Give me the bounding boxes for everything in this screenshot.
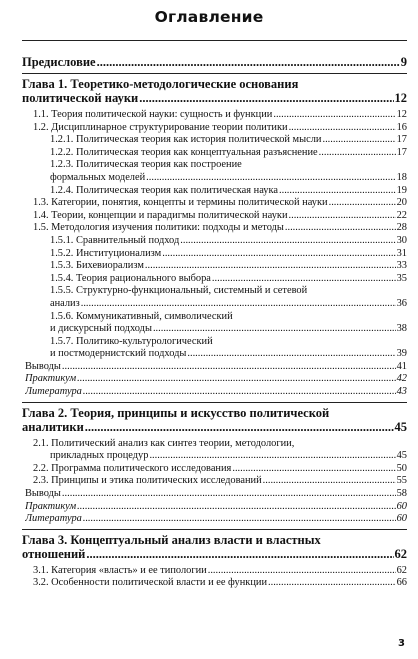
leader-dots xyxy=(77,501,395,514)
leader-dots xyxy=(187,348,395,361)
entry-title: 3.1. Категория «власть» и ее типологии xyxy=(33,564,207,576)
entry-page: 58 xyxy=(396,488,407,500)
chapter-title-end xyxy=(22,91,407,105)
entry-page: 9 xyxy=(400,55,407,69)
toc-chapter-3[interactable] xyxy=(0,533,418,561)
toc-entry-1-5-7[interactable] xyxy=(0,336,418,361)
leader-dots xyxy=(279,185,396,198)
toc-entry-1-2[interactable] xyxy=(33,122,407,135)
leader-dots xyxy=(329,197,396,210)
entry-title: 1.2.4. Политическая теория как политическая наука xyxy=(50,184,278,196)
toc-entry-1-5-4[interactable] xyxy=(50,273,407,286)
leader-dots xyxy=(289,210,396,223)
entry-page: 20 xyxy=(396,197,407,209)
entry-title: 2.3. Принципы и этика политических исследований xyxy=(33,475,262,487)
entry-page: 42 xyxy=(396,373,407,385)
entry-title: Выводы xyxy=(25,360,61,372)
entry-title: Предисловие xyxy=(22,55,96,69)
entry-title: 1.5. Методология изучения политики: подходы и методы xyxy=(33,222,284,234)
leader-dots xyxy=(285,222,396,235)
entry-title: Литература xyxy=(25,386,82,398)
entry-page: 22 xyxy=(396,209,407,221)
entry-page: 36 xyxy=(396,297,407,309)
entry-page: 33 xyxy=(396,260,407,272)
entry-title: Практикум xyxy=(25,373,77,385)
toc-entry-3-1[interactable] xyxy=(33,565,407,578)
entry-title: 2.2. Программа политического исследования xyxy=(33,462,232,474)
toc-entry-preface[interactable] xyxy=(22,55,407,69)
entry-title: Литература xyxy=(25,513,82,525)
entry-title-end xyxy=(50,348,407,361)
leader-dots xyxy=(212,273,396,286)
leader-dots xyxy=(77,373,395,386)
entry-page: 66 xyxy=(396,577,407,589)
leader-dots xyxy=(273,109,395,122)
toc-entry-1-2-3[interactable] xyxy=(0,159,418,184)
entry-title: анализ xyxy=(50,297,80,309)
leader-dots xyxy=(83,386,396,399)
entry-page: 19 xyxy=(396,184,407,196)
chapter-title-line: Глава 3. Концептуальный анализ власти и властных xyxy=(22,532,321,547)
entry-title-end xyxy=(50,323,407,336)
toc-entry-ch2-conclusions[interactable] xyxy=(25,488,407,501)
entry-page: 55 xyxy=(396,475,407,487)
entry-page: 50 xyxy=(396,462,407,474)
entry-title: и дискурсный подходы xyxy=(50,323,152,335)
entry-title-end xyxy=(50,298,407,311)
entry-page: 31 xyxy=(396,247,407,259)
chapter-divider xyxy=(22,529,407,530)
title-rule xyxy=(22,40,407,41)
leader-dots xyxy=(97,55,400,69)
entry-title-end xyxy=(50,450,407,463)
toc-entry-1-5-3[interactable] xyxy=(50,260,407,273)
entry-title: политической науки xyxy=(22,91,139,105)
entry-page: 12 xyxy=(394,91,407,105)
leader-dots xyxy=(146,172,395,185)
leader-dots xyxy=(208,565,396,578)
entry-page: 60 xyxy=(396,500,407,512)
leader-dots xyxy=(62,361,396,374)
entry-page: 28 xyxy=(396,222,407,234)
entry-title: 1.2.1. Политическая теория как история политической мысли xyxy=(50,134,322,146)
entry-page: 17 xyxy=(396,146,407,158)
entry-title-end xyxy=(50,172,407,185)
entry-title: 1.5.4. Теория рационального выбора xyxy=(50,272,211,284)
leader-dots xyxy=(162,248,395,261)
entry-page: 17 xyxy=(396,134,407,146)
toc-entry-1-5[interactable] xyxy=(33,222,407,235)
page-title: Оглавление xyxy=(154,8,264,26)
leader-dots xyxy=(81,298,396,311)
toc-chapter-1[interactable] xyxy=(0,77,418,105)
leader-dots xyxy=(85,420,394,434)
toc-entry-1-5-2[interactable] xyxy=(50,248,407,261)
toc-entry-1-2-1[interactable] xyxy=(50,134,407,147)
entry-title-line: 2.1. Политический анализ как синтез теории, методологии, xyxy=(33,437,295,449)
entry-page: 62 xyxy=(396,564,407,576)
chapter-divider xyxy=(22,402,407,403)
toc-entry-ch2-literature[interactable] xyxy=(25,513,407,526)
entry-page: 16 xyxy=(396,121,407,133)
entry-title: прикладных процедур xyxy=(50,450,149,462)
entry-title: Практикум xyxy=(25,500,77,512)
chapter-title-line: Глава 1. Теоретико-методологические основания xyxy=(22,77,299,91)
toc-entry-3-2[interactable] xyxy=(33,577,407,590)
entry-title: 1.4. Теории, концепции и парадигмы политической науки xyxy=(33,209,288,221)
entry-title: 1.2.2. Политическая теория как концептуальная разъяснение xyxy=(50,146,318,158)
leader-dots xyxy=(180,235,395,248)
entry-page: 43 xyxy=(396,386,407,398)
entry-page: 45 xyxy=(394,419,407,434)
leader-dots xyxy=(289,122,396,135)
toc-entry-2-1[interactable] xyxy=(0,438,418,463)
leader-dots xyxy=(83,513,396,526)
toc-entry-1-5-5[interactable] xyxy=(0,285,418,310)
entry-title: Выводы xyxy=(25,488,61,500)
entry-title-line: 1.5.7. Политико-культурологический xyxy=(50,335,213,347)
toc-entry-1-5-6[interactable] xyxy=(0,311,418,336)
entry-page: 38 xyxy=(396,323,407,335)
toc-entry-1-5-1[interactable] xyxy=(50,235,407,248)
toc-entry-ch1-practicum[interactable] xyxy=(25,373,407,386)
leader-dots xyxy=(322,134,395,147)
leader-dots xyxy=(268,577,396,590)
leader-dots xyxy=(153,323,396,336)
entry-title: 1.1. Теория политической науки: сущность и функции xyxy=(33,109,273,120)
entry-title-line: 1.5.6. Коммуникативный, символический xyxy=(50,310,233,322)
entry-title: формальных моделей xyxy=(50,171,146,183)
entry-title: отношений xyxy=(22,546,86,561)
toc-entry-ch1-conclusions[interactable] xyxy=(25,361,407,374)
toc-entry-1-1[interactable] xyxy=(33,109,407,122)
toc-entry-ch1-literature[interactable] xyxy=(25,386,407,399)
toc-entry-2-3[interactable] xyxy=(33,475,407,488)
entry-title: и постмодернистский подходы xyxy=(50,348,187,360)
entry-title: 1.3. Категории, понятия, концепты и термины политической науки xyxy=(33,197,328,209)
entry-page: 62 xyxy=(394,546,407,561)
entry-page: 45 xyxy=(396,450,407,462)
leader-dots xyxy=(145,260,396,273)
entry-page: 30 xyxy=(396,234,407,246)
entry-title-line: 1.5.5. Структурно-функциональный, системный и сетевой xyxy=(50,285,308,297)
entry-page: 39 xyxy=(396,348,407,360)
page-number: 3 xyxy=(398,638,405,649)
entry-title: 1.5.1. Сравнительный подход xyxy=(50,234,180,246)
leader-dots xyxy=(232,463,395,476)
leader-dots xyxy=(139,91,393,105)
entry-title: 1.5.2. Институционализм xyxy=(50,247,162,259)
entry-title: 1.2. Дисциплинарное структурирование теории политики xyxy=(33,121,288,133)
entry-page: 60 xyxy=(396,513,407,525)
entry-title-line: 1.2.3. Политическая теория как построение xyxy=(50,159,242,171)
chapter-title-line: Глава 2. Теория, принципы и искусство политической xyxy=(22,405,330,420)
entry-page: 41 xyxy=(396,360,407,372)
toc-chapter-2[interactable] xyxy=(0,406,418,434)
entry-page: 35 xyxy=(396,272,407,284)
leader-dots xyxy=(319,147,396,160)
leader-dots xyxy=(263,475,396,488)
entry-title: 1.5.3. Бихевиорализм xyxy=(50,260,144,272)
toc-entry-1-2-4[interactable] xyxy=(50,185,407,198)
chapter-title-end xyxy=(22,420,407,434)
chapter-title-end xyxy=(22,547,407,561)
toc-entry-2-2[interactable] xyxy=(33,463,407,476)
toc-entry-1-2-2[interactable] xyxy=(50,147,407,160)
toc-entry-ch2-practicum[interactable] xyxy=(25,501,407,514)
toc-entry-1-4[interactable] xyxy=(33,210,407,223)
entry-title: 3.2. Особенности политической власти и ее функции xyxy=(33,577,268,589)
table-of-contents xyxy=(0,55,418,590)
entry-title: аналитики xyxy=(22,419,84,434)
leader-dots xyxy=(149,450,395,463)
entry-page: 12 xyxy=(396,109,407,120)
toc-entry-1-3[interactable] xyxy=(33,197,407,210)
entry-page: 18 xyxy=(396,171,407,183)
chapter-divider xyxy=(22,73,407,74)
leader-dots xyxy=(62,488,396,501)
leader-dots xyxy=(86,547,393,561)
